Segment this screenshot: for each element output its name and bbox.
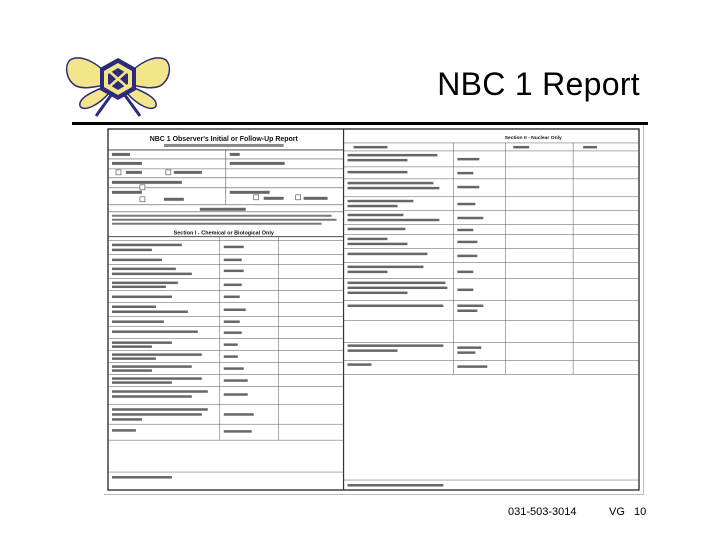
slide-title: NBC 1 Report [437,66,640,102]
chemical-corps-logo [62,40,174,122]
svg-text:Section I - Chemical or Biolog: Section I - Chemical or Biological Only [173,230,274,237]
svg-text:NBC 1 Observer's Initial or Fo: NBC 1 Observer's Initial or Follow-Up Report [149,135,298,143]
nbc1-form-image [104,125,644,495]
document-code: 031-503-3014 [508,506,577,518]
page-number: VG 10 [609,506,647,518]
svg-text:Section II - Nuclear Only: Section II - Nuclear Only [504,134,562,141]
